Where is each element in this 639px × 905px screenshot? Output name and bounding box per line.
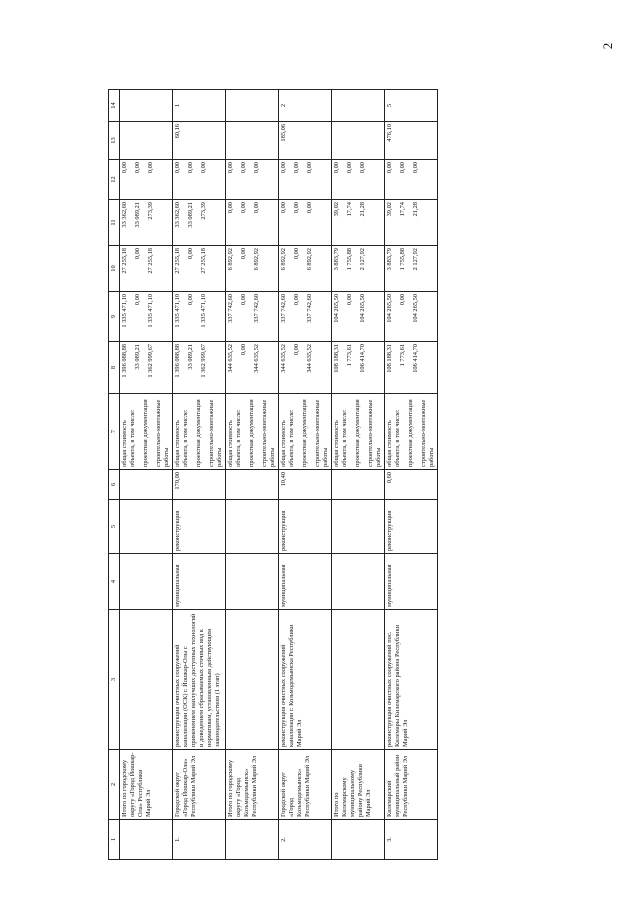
stage-label-construction: строительно-монтажные работы: [314, 399, 329, 467]
column-header: 10: [109, 246, 120, 292]
work-type: реконструкция: [279, 500, 332, 554]
other-funds-value: 0,00: [134, 162, 141, 174]
regional-funds-value: 0,00: [240, 248, 247, 260]
regional-funds-value: 1 755,88: [399, 248, 406, 271]
municipality-name: Городской округ «Город Козьмодемьянск» Республики Марий Эл: [279, 750, 332, 820]
total-cost: [120, 342, 173, 394]
federal-funds-value: 0,00: [240, 294, 247, 306]
work-type: реконструкция: [173, 500, 226, 554]
total-cost-value: 1 396 088,88: [121, 344, 128, 378]
other-funds-value: 0,00: [346, 162, 353, 174]
total-cost: [173, 342, 226, 394]
total-cost-value: 0,00: [240, 344, 247, 356]
other-funds: [332, 160, 385, 200]
regional-funds-value: 27 255,18: [200, 248, 207, 274]
row-number: 1.: [173, 820, 226, 860]
work-type: [120, 500, 173, 554]
column-header: 3: [109, 610, 120, 750]
municipality-name: Итого по Килемарскому муниципальному району Республики Марий Эл: [332, 750, 385, 820]
total-cost-value: 1 362 999,67: [147, 344, 154, 378]
subtotal-row: [226, 90, 279, 860]
local-funds-value: 0,00: [280, 202, 287, 214]
local-funds-value: 33 362,60: [174, 202, 181, 228]
local-funds: [173, 200, 226, 246]
federal-funds-value: 0,00: [399, 294, 406, 306]
object-description: реконструкция очистных сооружений канализации (ОСК) г. Йошкар-Олы с применением наилучших доступных технологий и доведением сбрасываемых сточных вод к нормативам, установленным действующим законодательством (1 этап): [173, 610, 226, 750]
capacity-value: [226, 470, 279, 500]
column-header: 9: [109, 292, 120, 342]
federal-funds: [226, 292, 279, 342]
priority-value: [120, 90, 173, 122]
total-cost: [385, 342, 438, 394]
local-funds-value: 17,74: [399, 202, 406, 217]
ownership-type: [226, 554, 279, 610]
other-funds-value: 0,00: [187, 162, 194, 174]
regional-funds-value: 6 892,92: [227, 248, 234, 271]
local-funds-value: 33 362,60: [121, 202, 128, 228]
other-funds-value: 0,00: [121, 162, 128, 174]
total-cost-value: 1 396 088,88: [174, 344, 181, 378]
regional-funds-value: 2 127,92: [359, 248, 366, 271]
regional-funds: [279, 246, 332, 292]
other-funds-value: 0,00: [306, 162, 313, 174]
total-cost-value: 0,00: [293, 344, 300, 356]
other-funds-value: 0,00: [359, 162, 366, 174]
other-funds-value: 0,00: [227, 162, 234, 174]
local-funds-value: 273,39: [200, 202, 207, 220]
total-cost-value: 1 362 999,67: [200, 344, 207, 378]
stage-label-total: общая стоимость объекта, в том числе:: [386, 409, 401, 467]
unit-cost-value: [226, 122, 279, 160]
federal-funds: [120, 292, 173, 342]
local-funds-value: 273,39: [147, 202, 154, 220]
federal-funds: [332, 292, 385, 342]
ownership-type: муниципальная: [279, 554, 332, 610]
table-container: [108, 90, 588, 860]
ownership-type: муниципальная: [385, 554, 438, 610]
total-cost-value: 1 773,61: [346, 344, 353, 367]
local-funds-value: 0,00: [240, 202, 247, 214]
unit-cost-value: 60,16: [173, 122, 226, 160]
federal-funds-value: 0,00: [134, 294, 141, 306]
column-header: 11: [109, 200, 120, 246]
work-type: [332, 500, 385, 554]
regional-funds-value: 6 892,92: [253, 248, 260, 271]
column-number-row: [109, 90, 120, 860]
regional-funds-value: 1 755,88: [346, 248, 353, 271]
capacity-value: [332, 470, 385, 500]
stage-label-design: проектная документация: [195, 399, 202, 467]
other-funds: [385, 160, 438, 200]
regional-funds-value: 3 883,79: [333, 248, 340, 271]
table-body: [120, 90, 438, 860]
page-number: 2: [600, 42, 615, 50]
other-funds-value: 0,00: [333, 162, 340, 174]
stage-label-design: проектная документация: [301, 399, 308, 467]
column-header: 7: [109, 394, 120, 470]
regional-funds-value: 0,00: [134, 248, 141, 260]
total-cost-value: 106 414,70: [412, 344, 419, 373]
priority-value: 5: [385, 90, 438, 122]
work-type: реконструкция: [385, 500, 438, 554]
other-funds-value: 0,00: [253, 162, 260, 174]
other-funds: [120, 160, 173, 200]
regional-funds-value: 3 883,79: [386, 248, 393, 271]
regional-funds: [173, 246, 226, 292]
local-funds-value: 39,02: [333, 202, 340, 217]
row-number: 2.: [279, 820, 332, 860]
priority-value: [226, 90, 279, 122]
other-funds-value: 0,00: [399, 162, 406, 174]
regional-funds-value: 0,00: [293, 248, 300, 260]
local-funds-value: 0,00: [306, 202, 313, 214]
municipality-name: Городской округ «Город Йошкар-Ола» Республики Марий Эл: [173, 750, 226, 820]
other-funds-value: 0,00: [386, 162, 393, 174]
priority-value: [332, 90, 385, 122]
ownership-type: [120, 554, 173, 610]
cost-stage-labels: [226, 394, 279, 470]
stage-label-total: общая стоимость объекта, в том числе:: [227, 409, 242, 467]
other-funds: [173, 160, 226, 200]
federal-funds-value: 337 742,60: [253, 294, 260, 323]
other-funds-value: 0,00: [200, 162, 207, 174]
column-header: 1: [109, 820, 120, 860]
federal-funds: [173, 292, 226, 342]
object-description: реконструкция очистных сооружений канализации г. Козьмодемьянска Республики Марий Эл: [279, 610, 332, 750]
local-funds-value: 0,00: [253, 202, 260, 214]
local-funds-value: 39,02: [386, 202, 393, 217]
regional-funds-value: 6 892,92: [306, 248, 313, 271]
stage-label-construction: строительно-монтажные работы: [208, 399, 223, 467]
capacity-value: 170,00: [173, 470, 226, 500]
local-funds-value: 0,00: [293, 202, 300, 214]
column-header: 14: [109, 90, 120, 122]
regional-funds: [385, 246, 438, 292]
total-cost-value: 106 414,70: [359, 344, 366, 373]
total-cost-value: 108 188,31: [333, 344, 340, 373]
local-funds-value: 0,00: [227, 202, 234, 214]
regional-funds-value: 6 892,92: [280, 248, 287, 271]
other-funds-value: 0,00: [240, 162, 247, 174]
cost-stage-labels: [332, 394, 385, 470]
stage-label-construction: строительно-монтажные работы: [155, 399, 170, 467]
total-cost: [226, 342, 279, 394]
stage-label-design: проектная документация: [248, 399, 255, 467]
column-header: 4: [109, 554, 120, 610]
object-row: [173, 90, 226, 860]
column-header: 5: [109, 500, 120, 554]
object-description: [226, 610, 279, 750]
object-description: реконструкция очистных сооружений пос. Килемары Килемарского района Республики Марий Эл: [385, 610, 438, 750]
cost-stage-labels: [385, 394, 438, 470]
local-funds-value: 33 089,21: [134, 202, 141, 228]
stage-label-total: общая стоимость объекта, в том числе:: [280, 409, 295, 467]
local-funds: [385, 200, 438, 246]
federal-funds: [279, 292, 332, 342]
municipality-name: Итого по городскому округу «Город Козьмодемьянск» Республики Марий Эл: [226, 750, 279, 820]
other-funds-value: 0,00: [280, 162, 287, 174]
unit-cost-value: [120, 122, 173, 160]
other-funds: [226, 160, 279, 200]
subtotal-row: [332, 90, 385, 860]
total-cost-value: 344 635,52: [227, 344, 234, 373]
cost-stage-labels: [120, 394, 173, 470]
capacity-value: 0,60: [385, 470, 438, 500]
federal-funds-value: 104 265,50: [412, 294, 419, 323]
local-funds-value: 21,28: [359, 202, 366, 217]
local-funds-value: 17,74: [346, 202, 353, 217]
unit-cost-value: [332, 122, 385, 160]
federal-funds-value: 1 335 471,10: [200, 294, 207, 328]
municipality-name: Итого по городскому округу «Город Йошкар-Ола» Республики Марий Эл: [120, 750, 173, 820]
local-funds-value: 21,28: [412, 202, 419, 217]
regional-funds-value: 0,00: [187, 248, 194, 260]
stage-label-construction: строительно-монтажные работы: [420, 399, 435, 467]
federal-funds-value: 104 265,50: [386, 294, 393, 323]
stage-label-total: общая стоимость объекта, в том числе:: [333, 409, 348, 467]
other-funds: [279, 160, 332, 200]
local-funds-value: 33 089,21: [187, 202, 194, 228]
object-row: [279, 90, 332, 860]
total-cost-value: 33 089,21: [134, 344, 141, 370]
federal-funds-value: 104 265,50: [333, 294, 340, 323]
unit-cost-value: 185,06: [279, 122, 332, 160]
capacity-value: 10,40: [279, 470, 332, 500]
object-description: [120, 610, 173, 750]
ownership-type: [332, 554, 385, 610]
row-number: [226, 820, 279, 860]
unit-cost-value: 476,10: [385, 122, 438, 160]
stage-label-construction: строительно-монтажные работы: [261, 399, 276, 467]
stage-label-design: проектная документация: [354, 399, 361, 467]
total-cost-value: 344 635,52: [253, 344, 260, 373]
object-description: [332, 610, 385, 750]
work-type: [226, 500, 279, 554]
federal-funds: [385, 292, 438, 342]
regional-funds: [226, 246, 279, 292]
federal-funds-value: 0,00: [346, 294, 353, 306]
federal-funds-value: 337 742,60: [306, 294, 313, 323]
federal-funds-value: 104 265,50: [359, 294, 366, 323]
municipality-name: Килемарский муниципальный район Республики Марий Эл: [385, 750, 438, 820]
other-funds-value: 0,00: [147, 162, 154, 174]
row-number: 3.: [385, 820, 438, 860]
federal-funds-value: 0,00: [293, 294, 300, 306]
regional-funds: [332, 246, 385, 292]
cost-stage-labels: [279, 394, 332, 470]
stage-label-total: общая стоимость объекта, в том числе:: [174, 409, 189, 467]
stage-label-design: проектная документация: [142, 399, 149, 467]
total-cost: [279, 342, 332, 394]
column-header: 13: [109, 122, 120, 160]
regional-funds-value: 27 255,18: [174, 248, 181, 274]
local-funds: [332, 200, 385, 246]
total-cost-value: 1 773,61: [399, 344, 406, 367]
regional-funds-value: 27 255,18: [147, 248, 154, 274]
column-header: 2: [109, 750, 120, 820]
federal-funds-value: 337 742,60: [227, 294, 234, 323]
other-funds-value: 0,00: [293, 162, 300, 174]
capacity-value: [120, 470, 173, 500]
federal-funds-value: 1 335 471,10: [174, 294, 181, 328]
local-funds: [226, 200, 279, 246]
cost-stage-labels: [173, 394, 226, 470]
row-number: [120, 820, 173, 860]
priority-value: 2: [279, 90, 332, 122]
other-funds-value: 0,00: [412, 162, 419, 174]
row-number: [332, 820, 385, 860]
federal-funds-value: 1 335 471,10: [121, 294, 128, 328]
total-cost-value: 344 635,52: [306, 344, 313, 373]
federal-funds-value: 1 335 471,10: [147, 294, 154, 328]
regional-funds-value: 27 255,18: [121, 248, 128, 274]
stage-label-total: общая стоимость объекта, в том числе:: [121, 409, 136, 467]
local-funds: [279, 200, 332, 246]
priority-value: 1: [173, 90, 226, 122]
other-funds-value: 0,00: [174, 162, 181, 174]
local-funds: [120, 200, 173, 246]
total-cost-value: 33 089,21: [187, 344, 194, 370]
column-header: 6: [109, 470, 120, 500]
total-cost-value: 108 188,31: [386, 344, 393, 373]
federal-funds-value: 0,00: [187, 294, 194, 306]
regional-funds: [120, 246, 173, 292]
regional-funds-value: 2 127,92: [412, 248, 419, 271]
ownership-type: муниципальная: [173, 554, 226, 610]
total-cost: [332, 342, 385, 394]
column-header: 8: [109, 342, 120, 394]
stage-label-design: проектная документация: [407, 399, 414, 467]
total-cost-value: 344 635,52: [280, 344, 287, 373]
federal-funds-value: 337 742,60: [280, 294, 287, 323]
construction-objects-table: [108, 89, 438, 860]
object-row: [385, 90, 438, 860]
column-header: 12: [109, 160, 120, 200]
stage-label-construction: строительно-монтажные работы: [367, 399, 382, 467]
subtotal-row: [120, 90, 173, 860]
